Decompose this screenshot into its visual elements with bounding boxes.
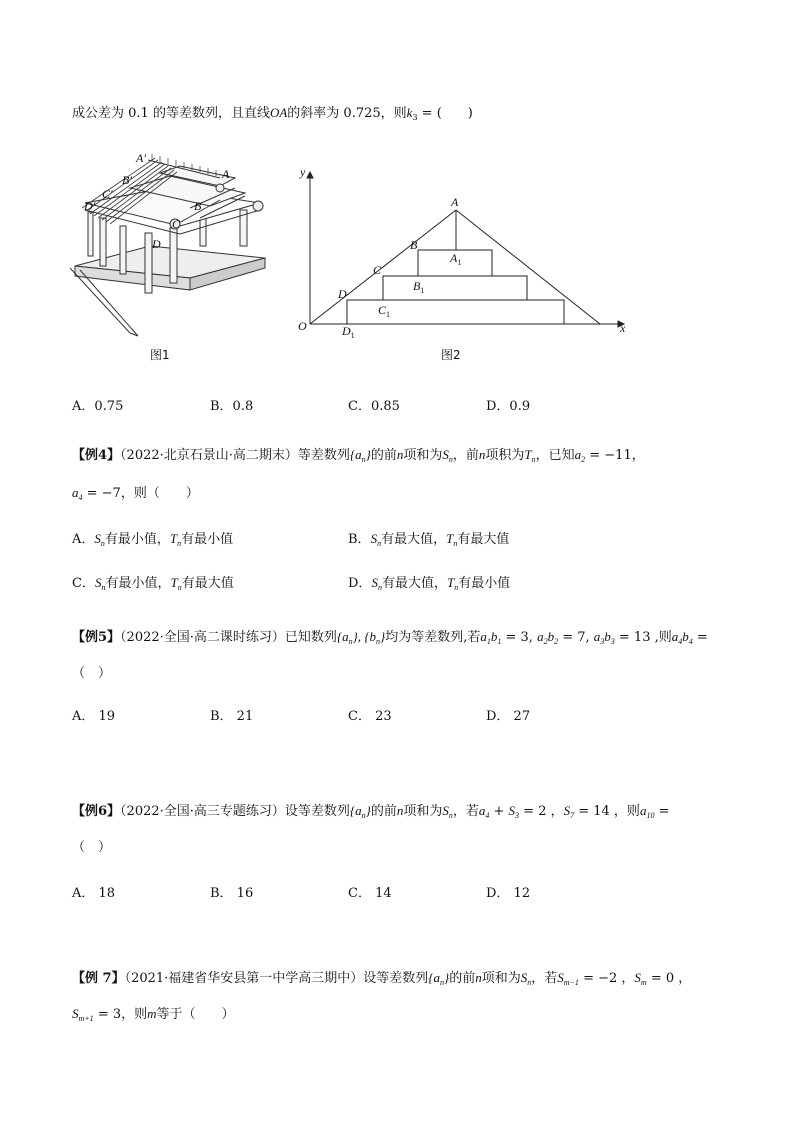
ex4-cond-1: = −11， [585,448,645,463]
ex7-cond-1: = −2 ， [578,971,635,986]
ex6-cond-2: = 2 ， [519,804,564,819]
fig2-subpoint-b1: $B_1$ [413,279,425,295]
figure-2-caption: 图2 [441,348,461,362]
ex6-line-1 [72,800,669,820]
ex4-text-5: ，已知 [535,448,575,463]
figure-1-caption: 图1 [150,348,170,362]
ex4-option-c-label: C． [72,576,95,591]
ex4-tn: $T_n$ [524,447,536,464]
ex4-option-d-text-1: 有最大值， [381,576,447,591]
ex6-cond: ，若 [452,804,479,819]
ex7-line-1 [72,967,691,987]
ex4-option-a-label: A． [72,532,95,547]
ex4-option-b-sn: $S_n$ [370,531,382,548]
ex4-n-2: n [478,447,486,462]
ex4-line-1 [72,444,645,464]
fig1-label-d-prime: D′ [84,199,96,213]
fig2-point-a: A [451,195,459,209]
ex6-option-a: A． 18 [72,886,116,901]
fig2-point-c: C [373,263,382,277]
ex6-end: = [654,804,670,819]
intro-paren: = ( ) [417,106,473,121]
ex4-text-4: 项积为 [485,448,525,463]
ex5-paren: （ ） [72,666,112,681]
ex7-text-2: 项和为 [481,971,521,986]
ex5-cond-1: = 3, [501,630,538,645]
figure-2-diagram [294,160,644,340]
intro-text-2: 的斜率为 0.725，则 [287,106,407,121]
ex7-cond: ，若 [531,971,558,986]
ex4-source: （2022·北京石景山·高二期末）等差数列 [120,448,350,463]
ex6-paren: （ ） [72,840,112,855]
ex4-option-d-tn: $T_n$ [446,575,459,592]
ex4-text-1: 的前 [370,448,397,463]
ex4-option-c-text-2: 有最大值 [181,576,234,591]
q3-option-d: D．0.9 [486,399,531,414]
ex7-source: （2021·福建省华安县第一中学高三期中）设等差数列 [124,971,429,986]
fig2-subpoint-a1: $A_1$ [450,251,462,267]
ex4-option-d [348,572,510,592]
ex5-option-b: B． 21 [210,709,254,724]
intro-line [72,102,473,122]
ex4-a2: $a_2$ [574,447,586,464]
fig1-label-c: C [172,217,181,231]
ex5-text: 均为等差数列,若 [385,630,481,645]
ex6-option-b: B． 16 [210,886,254,901]
ex4-option-b-tn: $T_n$ [446,531,458,548]
ex6-a4: $a_4$ [478,803,490,820]
ex4-option-c [72,572,234,592]
ex4-option-a-sn: $S_n$ [94,531,105,548]
ex6-n: n [396,803,404,818]
intro-k-sub: 3 [412,113,418,122]
ex4-option-b-text-2: 有最大值 [457,532,510,547]
ex4-option-d-label: D． [348,576,372,591]
ex5-cond-2: = 7, [558,630,594,645]
ex6-s7: $S_7$ [563,803,575,820]
ex5-cond-3: = 13 ,则 [614,630,672,645]
ex7-tag: 【例 7】 [72,971,125,986]
q3-option-c: C．0.85 [348,399,400,414]
ex7-sm1: $S_{m+1}$ [72,1006,94,1023]
ex4-line-2 [72,482,199,502]
ex6-tag: 【例6】 [72,804,121,819]
ex7-cond-3: = 3，则 [93,1007,148,1022]
ex4-option-d-sn: $S_n$ [371,575,382,592]
fig1-label-b-prime: B′ [122,173,132,187]
ex4-option-a-text-2: 有最小值 [181,532,234,547]
fig2-point-b: B [410,238,418,252]
ex6-text-2: 项和为 [403,804,443,819]
fig1-label-b: B [194,199,202,213]
ex5-a4b4: $a_4b_4$ [671,629,693,646]
ex4-sn: $S_n$ [442,447,453,464]
ex4-option-a [72,528,233,548]
ex5-a1b1: $a_1b_1$ [480,629,502,646]
fig2-subpoint-c1: $C_1$ [378,303,391,319]
ex4-option-b [348,528,509,548]
ex6-cond-3: = 14 ，则 [574,804,640,819]
ex5-line-1 [72,626,708,646]
ex7-n: n [475,970,482,985]
ex7-cond-2: = 0 ， [646,971,692,986]
q3-option-b: B．0.8 [210,399,254,414]
ex5-tag: 【例5】 [72,630,121,645]
ex5-end: = [692,630,708,645]
ex7-seq: $\{a_n\}$ [428,970,450,987]
fig2-axis-y: y [300,165,306,179]
ex4-seq: $\{a_n\}$ [349,447,371,464]
intro-k: k [406,105,413,120]
ex5-a3b3: $a_3b_3$ [593,629,615,646]
ex7-m: m [147,1006,157,1021]
ex4-cond-2: = −7，则（ ） [82,486,199,501]
ex4-a4: $a_4$ [72,485,83,502]
ex6-a10: $a_{10}$ [639,803,655,820]
ex6-sn: $S_n$ [442,803,453,820]
ex7-sn: $S_n$ [520,970,532,987]
fig1-label-a: A [222,167,230,181]
ex4-option-d-text-2: 有最小值 [458,576,511,591]
intro-text: 成公差为 0.1 的等差数列，且直线 [72,106,270,121]
ex6-text-1: 的前 [370,804,397,819]
ex5-source: （2022·全国·高二课时练习）已知数列 [120,630,337,645]
fig2-subpoint-d1: $D_1$ [342,324,355,340]
ex4-n: n [396,447,404,462]
fig2-axis-x: x [620,321,626,335]
ex4-text-3: ，前 [452,448,479,463]
ex4-option-c-sn: $S_n$ [94,575,106,592]
ex5-option-c: C． 23 [348,709,392,724]
ex4-option-b-label: B． [348,532,371,547]
ex7-sm-1: $S_{m-1}$ [557,970,579,987]
ex6-option-d: D． 12 [486,886,531,901]
ex7-sm: $S_m$ [634,970,647,987]
ex5-a2b2: $a_2b_2$ [537,629,559,646]
ex4-option-b-text-1: 有最大值， [381,532,447,547]
ex7-line-2 [72,1003,235,1023]
ex7-end: 等于（ ） [156,1007,235,1022]
ex4-tag: 【例4】 [72,448,121,463]
ex7-text-1: 的前 [449,971,476,986]
ex5-seqs: $\{a_n\}$, $\{b_n\}$ [336,629,386,646]
ex4-option-a-text-1: 有最小值， [104,532,170,547]
fig1-label-c-prime: C′ [102,187,113,201]
fig2-point-d: D [338,287,347,301]
fig1-label-d: D [152,237,161,251]
ex6-seq: $\{a_n\}$ [349,803,371,820]
ex4-text-2: 项和为 [403,448,443,463]
q3-option-a: A．0.75 [72,399,124,414]
ex6-s3: $S_3$ [508,803,520,820]
ex5-option-a: A． 19 [72,709,116,724]
ex4-option-c-text-1: 有最小值， [105,576,171,591]
ex4-option-c-tn: $T_n$ [170,575,182,592]
fig1-label-a-prime: A′ [136,151,146,165]
ex6-plus: + [489,804,509,819]
fig2-origin: O [298,319,307,333]
figure-1-roof-drawing [70,148,270,340]
ex4-option-a-tn: $T_n$ [169,531,182,548]
ex6-option-c: C． 14 [348,886,392,901]
ex6-source: （2022·全国·高三专题练习）设等差数列 [120,804,350,819]
intro-oa: OA [269,105,288,120]
ex5-option-d: D． 27 [486,709,531,724]
